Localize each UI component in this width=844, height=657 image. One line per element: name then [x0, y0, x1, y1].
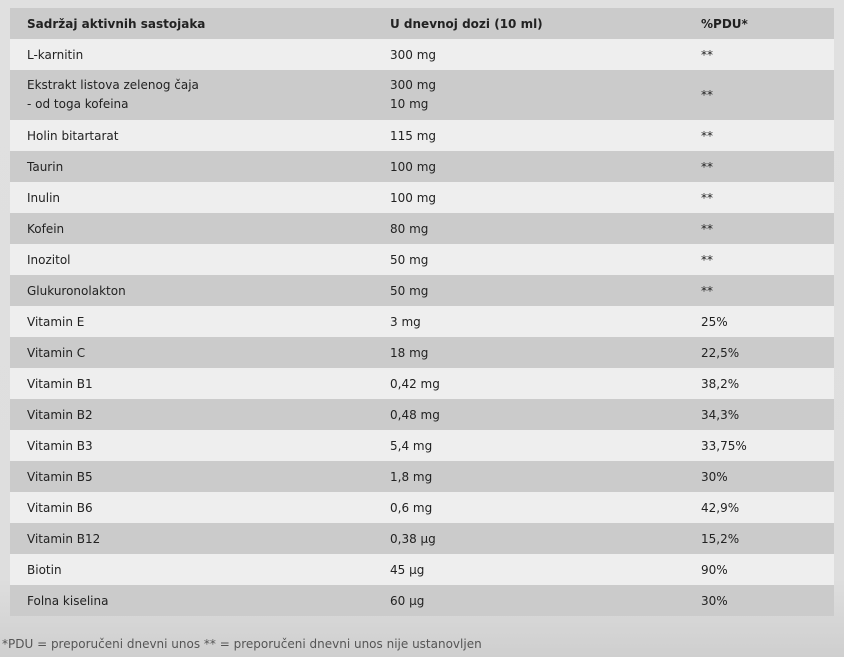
ingredient-amount-line: 0,38 µg: [390, 531, 436, 546]
table-row: [10, 430, 834, 461]
ingredient-amount: [390, 191, 701, 205]
ingredient-name-line: Vitamin B3: [27, 438, 93, 453]
ingredient-amount: [390, 284, 701, 298]
ingredient-amount: [390, 76, 701, 114]
header-daily-dose: U dnevnoj dozi (10 ml): [390, 16, 543, 31]
ingredient-name-line: Biotin: [27, 562, 62, 577]
ingredient-pdu: 30%: [701, 593, 728, 608]
ingredient-amount: [390, 470, 701, 484]
header-ingredient: Sadržaj aktivnih sastojaka: [27, 16, 206, 31]
ingredient-name: [10, 377, 390, 391]
ingredient-name-line: Holin bitartarat: [27, 128, 119, 143]
ingredient-amount-line: 1,8 mg: [390, 469, 433, 484]
table-row: [10, 182, 834, 213]
ingredient-name-line: Vitamin B12: [27, 531, 101, 546]
ingredient-pdu: 22,5%: [701, 345, 740, 360]
ingredient-amount: [390, 563, 701, 577]
table-row: [10, 213, 834, 244]
ingredient-name-line: L-karnitin: [27, 47, 84, 62]
ingredient-name: [10, 160, 390, 174]
ingredient-pdu: 38,2%: [701, 376, 740, 391]
ingredients-table: [10, 8, 834, 616]
ingredient-amount-line: 5,4 mg: [390, 438, 433, 453]
ingredient-name-line: Vitamin B6: [27, 500, 93, 515]
ingredient-name-line: Taurin: [27, 159, 64, 174]
ingredient-amount: [390, 222, 701, 236]
table-row: [10, 399, 834, 430]
ingredient-name: [10, 284, 390, 298]
table-row: [10, 368, 834, 399]
table-row: [10, 585, 834, 616]
table-row: [10, 523, 834, 554]
table-row: [10, 492, 834, 523]
ingredient-name: [10, 594, 390, 608]
ingredient-name-line: Vitamin B1: [27, 376, 93, 391]
table-body: [10, 39, 834, 616]
table-row: [10, 70, 834, 120]
ingredient-name: [10, 532, 390, 546]
ingredient-pdu: **: [701, 88, 713, 102]
ingredient-name-line: Inulin: [27, 190, 61, 205]
ingredient-name-line: Ekstrakt listova zelenog čaja: [27, 78, 199, 92]
ingredient-amount-line: 45 µg: [390, 562, 425, 577]
ingredient-amount: [390, 160, 701, 174]
ingredient-amount-line: 300 mg: [390, 47, 437, 62]
ingredient-name: [10, 253, 390, 267]
ingredient-name-line: Vitamin E: [27, 314, 85, 329]
table-row: [10, 461, 834, 492]
ingredient-pdu: 25%: [701, 314, 728, 329]
ingredient-name: [10, 439, 390, 453]
ingredient-pdu: 90%: [701, 562, 728, 577]
header-pdu: %PDU*: [701, 16, 748, 31]
table-row: [10, 120, 834, 151]
ingredient-name: [10, 222, 390, 236]
ingredient-amount: [390, 439, 701, 453]
footnote: *PDU = preporučeni dnevni unos ** = preporučeni dnevni unos nije ustanovljen: [2, 637, 482, 651]
ingredient-amount: [390, 501, 701, 515]
ingredient-amount-line: 100 mg: [390, 190, 437, 205]
ingredient-amount-line: 100 mg: [390, 159, 437, 174]
ingredient-name: [10, 48, 390, 62]
table-row: [10, 39, 834, 70]
ingredient-amount-line: 80 mg: [390, 221, 429, 236]
ingredient-pdu: 42,9%: [701, 500, 740, 515]
table-row: [10, 337, 834, 368]
ingredient-pdu: **: [701, 47, 713, 62]
ingredient-name: [10, 470, 390, 484]
ingredient-pdu: **: [701, 159, 713, 174]
ingredient-pdu: 15,2%: [701, 531, 740, 546]
ingredient-amount-line: 60 µg: [390, 593, 425, 608]
ingredient-name-line: Vitamin C: [27, 345, 86, 360]
ingredient-pdu: **: [701, 283, 713, 298]
ingredient-name-line: Inozitol: [27, 252, 71, 267]
table-row: [10, 151, 834, 182]
table-row: [10, 244, 834, 275]
ingredient-name: [10, 76, 390, 114]
ingredient-pdu: **: [701, 252, 713, 267]
ingredient-amount: [390, 253, 701, 267]
ingredient-pdu: 33,75%: [701, 438, 747, 453]
ingredient-amount-line: 50 mg: [390, 252, 429, 267]
ingredient-pdu: 34,3%: [701, 407, 740, 422]
ingredient-amount-line: 0,6 mg: [390, 500, 433, 515]
ingredient-amount: [390, 129, 701, 143]
ingredient-amount-line: 300 mg: [390, 78, 437, 92]
table-row: [10, 275, 834, 306]
table-header-row: [10, 8, 834, 39]
ingredient-amount: [390, 48, 701, 62]
ingredient-name: [10, 408, 390, 422]
ingredient-amount-line: 10 mg: [390, 97, 429, 111]
ingredient-amount: [390, 408, 701, 422]
table-row: [10, 554, 834, 585]
ingredient-name-line: - od toga kofeina: [27, 97, 129, 111]
ingredient-pdu: **: [701, 128, 713, 143]
ingredient-amount-line: 0,42 mg: [390, 376, 440, 391]
ingredient-amount: [390, 377, 701, 391]
ingredient-name-line: Glukuronolakton: [27, 283, 126, 298]
ingredient-name-line: Kofein: [27, 221, 65, 236]
ingredient-name: [10, 501, 390, 515]
ingredient-amount-line: 50 mg: [390, 283, 429, 298]
ingredient-name: [10, 129, 390, 143]
table-row: [10, 306, 834, 337]
ingredient-amount-line: 115 mg: [390, 128, 437, 143]
ingredient-amount: [390, 594, 701, 608]
ingredient-amount: [390, 532, 701, 546]
ingredient-pdu: **: [701, 190, 713, 205]
ingredient-name: [10, 315, 390, 329]
ingredient-name: [10, 191, 390, 205]
ingredient-name: [10, 563, 390, 577]
ingredient-name-line: Vitamin B5: [27, 469, 93, 484]
ingredient-name: [10, 346, 390, 360]
ingredient-amount-line: 3 mg: [390, 314, 421, 329]
ingredient-name-line: Folna kiselina: [27, 593, 109, 608]
ingredient-amount-line: 0,48 mg: [390, 407, 440, 422]
ingredient-pdu: **: [701, 221, 713, 236]
ingredient-amount: [390, 346, 701, 360]
ingredient-pdu: 30%: [701, 469, 728, 484]
ingredient-name-line: Vitamin B2: [27, 407, 93, 422]
ingredient-amount-line: 18 mg: [390, 345, 429, 360]
ingredient-amount: [390, 315, 701, 329]
